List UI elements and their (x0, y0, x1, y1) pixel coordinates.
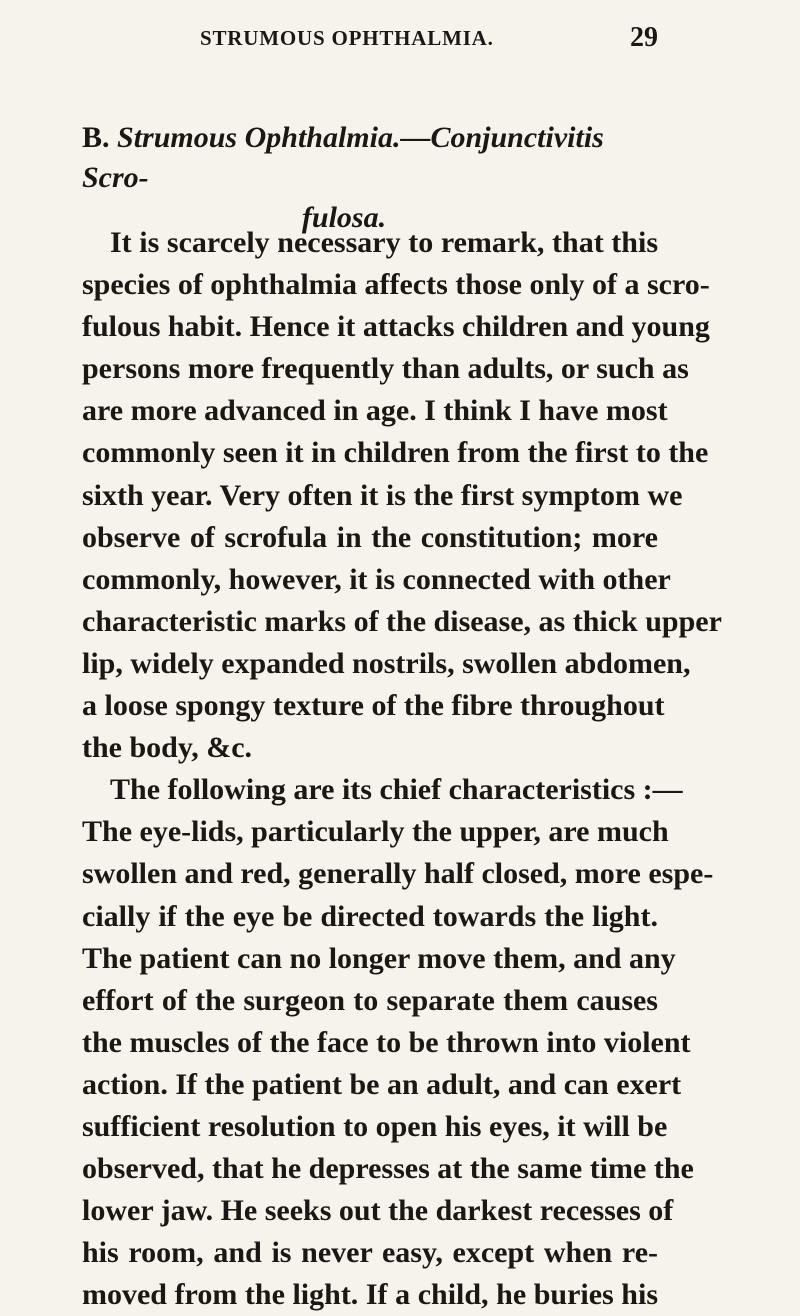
text-line: lower jaw. He seeks out the darkest recesses of (82, 1194, 674, 1228)
text-line: persons more frequently than adults, or such as (82, 352, 689, 386)
text-line: The patient can no longer move them, and any (82, 941, 676, 975)
text-line: observed, that he depresses at the same time the (82, 1152, 694, 1186)
text-line: the body, &c. (82, 731, 253, 765)
body-text (82, 222, 722, 1316)
text-line: moved from the light. If a child, he buries his (82, 1278, 658, 1312)
text-line: sufficient resolution to open his eyes, it will be (82, 1109, 668, 1143)
running-title: STRUMOUS OPHTHALMIA. (200, 26, 494, 50)
text-line: fulous habit. Hence it attacks children and young (82, 310, 710, 344)
text-line: action. If the patient be an adult, and can exert (82, 1067, 682, 1101)
text-line: the muscles of the face to be thrown into violent (82, 1025, 691, 1059)
text-line: observe of scrofula in the constitution; more (82, 520, 658, 554)
text-line: characteristic marks of the disease, as thick upper (82, 604, 722, 638)
text-line: lip, widely expanded nostrils, swollen abdomen, (82, 646, 691, 680)
text-line: a loose spongy texture of the fibre throughout (82, 689, 665, 723)
text-line: commonly, however, it is connected with other (82, 562, 671, 596)
text-line: species of ophthalmia affects those only of a scro- (82, 268, 710, 302)
page-number: 29 (630, 22, 658, 53)
text-line: The eye-lids, particularly the upper, are much (82, 815, 669, 849)
text-line: sixth year. Very often it is the first symptom we (82, 478, 683, 512)
running-head (82, 22, 658, 60)
text-line: effort of the surgeon to separate them causes (82, 983, 658, 1017)
text-line: The following are its chief characteristics :— (110, 773, 683, 807)
section-heading (82, 118, 658, 238)
text-line: his room, and is never easy, except when re- (82, 1236, 658, 1270)
text-line: swollen and red, generally half closed, more espe- (82, 857, 714, 891)
text-line: commonly seen it in children from the first to the (82, 436, 709, 470)
section-title-line-2: fulosa. (301, 201, 387, 234)
text-line: It is scarcely necessary to remark, that this (110, 226, 658, 259)
section-letter: B. (82, 121, 110, 154)
text-line: cially if the eye be directed towards the light. (82, 899, 658, 933)
section-title-line-1: Strumous Ophthalmia.—Conjunctivitis Scro- (82, 121, 604, 194)
text-line: are more advanced in age. I think I have most (82, 394, 668, 428)
